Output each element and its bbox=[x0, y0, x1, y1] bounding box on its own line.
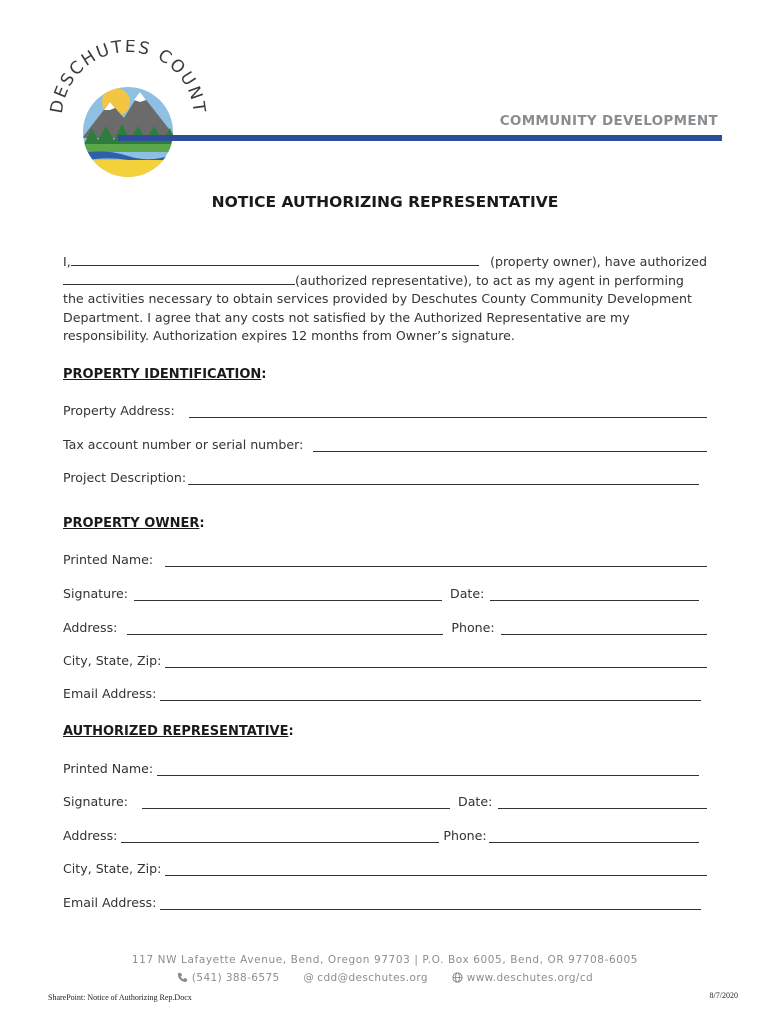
rep-signature-label: Signature: bbox=[63, 794, 128, 809]
owner-date-input[interactable] bbox=[490, 588, 699, 601]
logo-arc-text: DESCHUTES COUNT bbox=[48, 40, 208, 116]
revision-date: 8/7/2020 bbox=[709, 991, 738, 1000]
at-icon: @ bbox=[303, 972, 315, 984]
property-owner-name-blank[interactable] bbox=[71, 253, 479, 266]
owner-printed-name-input[interactable] bbox=[165, 554, 707, 567]
footer-contact bbox=[0, 972, 770, 984]
authorization-statement bbox=[63, 253, 707, 346]
rep-printed-name-label: Printed Name: bbox=[63, 761, 154, 776]
rep-phone-input[interactable] bbox=[489, 830, 699, 843]
phone-icon bbox=[177, 972, 188, 983]
property-address-label: Property Address: bbox=[63, 403, 175, 418]
owner-signature-input[interactable] bbox=[134, 588, 442, 601]
statement-authorized-rep: (authorized representative), to act as my agent in performing bbox=[295, 272, 684, 288]
statement-property-owner: (property owner), have authorized bbox=[490, 254, 707, 269]
owner-email-field bbox=[63, 683, 701, 701]
authorized-representative-heading: AUTHORIZED REPRESENTATIVE: bbox=[63, 724, 294, 739]
owner-phone-input[interactable] bbox=[501, 622, 707, 635]
owner-printed-name-field bbox=[63, 549, 707, 567]
owner-date-label: Date: bbox=[450, 586, 485, 601]
tax-account-label: Tax account number or serial number: bbox=[63, 437, 304, 452]
property-address-field bbox=[63, 400, 707, 418]
owner-signature-row bbox=[63, 583, 699, 601]
owner-printed-name-label: Printed Name: bbox=[63, 552, 154, 567]
rep-signature-input[interactable] bbox=[142, 796, 450, 809]
rep-email-field bbox=[63, 892, 701, 910]
owner-signature-label: Signature: bbox=[63, 586, 128, 601]
statement-line-4: Department. I agree that any costs not satisfied by the Authorized Representative are my bbox=[63, 309, 630, 325]
footer-website[interactable]: www.deschutes.org/cd bbox=[452, 972, 593, 984]
owner-city-state-zip-field bbox=[63, 650, 707, 668]
rep-printed-name-field bbox=[63, 758, 699, 776]
owner-city-state-zip-input[interactable] bbox=[165, 655, 707, 668]
property-address-input[interactable] bbox=[189, 405, 707, 418]
rep-signature-row bbox=[63, 791, 707, 809]
statement-line-5: responsibility. Authorization expires 12 months from Owner’s signature. bbox=[63, 328, 515, 344]
header-rule bbox=[118, 135, 722, 141]
owner-address-label: Address: bbox=[63, 620, 118, 635]
tax-account-input[interactable] bbox=[313, 439, 707, 452]
statement-line-2 bbox=[63, 272, 707, 291]
page-title: NOTICE AUTHORIZING REPRESENTATIVE bbox=[211, 193, 559, 211]
rep-city-state-zip-label: City, State, Zip: bbox=[63, 861, 162, 876]
tax-account-field bbox=[63, 434, 707, 452]
footer-email[interactable]: @ cdd@deschutes.org bbox=[303, 972, 428, 984]
owner-address-row bbox=[63, 617, 707, 635]
project-description-field bbox=[63, 467, 699, 485]
property-identification-heading: PROPERTY IDENTIFICATION: bbox=[63, 367, 267, 382]
statement-line-1 bbox=[63, 253, 707, 272]
owner-email-input[interactable] bbox=[160, 688, 701, 701]
owner-email-label: Email Address: bbox=[63, 686, 157, 701]
statement-i: I, bbox=[63, 254, 71, 269]
rep-date-label: Date: bbox=[458, 794, 493, 809]
rep-city-state-zip-input[interactable] bbox=[165, 863, 707, 876]
project-description-label: Project Description: bbox=[63, 470, 187, 485]
rep-phone-label: Phone: bbox=[443, 828, 487, 843]
authorized-rep-name-blank[interactable] bbox=[63, 272, 295, 285]
file-reference: SharePoint: Notice of Authorizing Rep.Docx bbox=[48, 993, 192, 1002]
rep-email-input[interactable] bbox=[160, 897, 701, 910]
footer-phone: (541) 388-6575 bbox=[177, 972, 283, 984]
rep-address-label: Address: bbox=[63, 828, 118, 843]
statement-line-3: the activities necessary to obtain services provided by Deschutes County Community Development bbox=[63, 291, 692, 307]
owner-address-input[interactable] bbox=[127, 622, 443, 635]
globe-icon bbox=[452, 972, 463, 983]
footer-address: 117 NW Lafayette Avenue, Bend, Oregon 97703 | P.O. Box 6005, Bend, OR 97708-6005 bbox=[131, 954, 639, 966]
owner-phone-label: Phone: bbox=[451, 620, 495, 635]
property-owner-heading: PROPERTY OWNER: bbox=[63, 516, 205, 531]
owner-city-state-zip-label: City, State, Zip: bbox=[63, 653, 162, 668]
rep-address-row bbox=[63, 825, 699, 843]
rep-printed-name-input[interactable] bbox=[157, 763, 699, 776]
rep-address-input[interactable] bbox=[121, 830, 439, 843]
rep-city-state-zip-field bbox=[63, 858, 707, 876]
rep-date-input[interactable] bbox=[498, 796, 707, 809]
project-description-input[interactable] bbox=[188, 472, 699, 485]
department-name: COMMUNITY DEVELOPMENT bbox=[499, 113, 718, 129]
rep-email-label: Email Address: bbox=[63, 895, 157, 910]
deschutes-county-logo bbox=[48, 40, 208, 180]
